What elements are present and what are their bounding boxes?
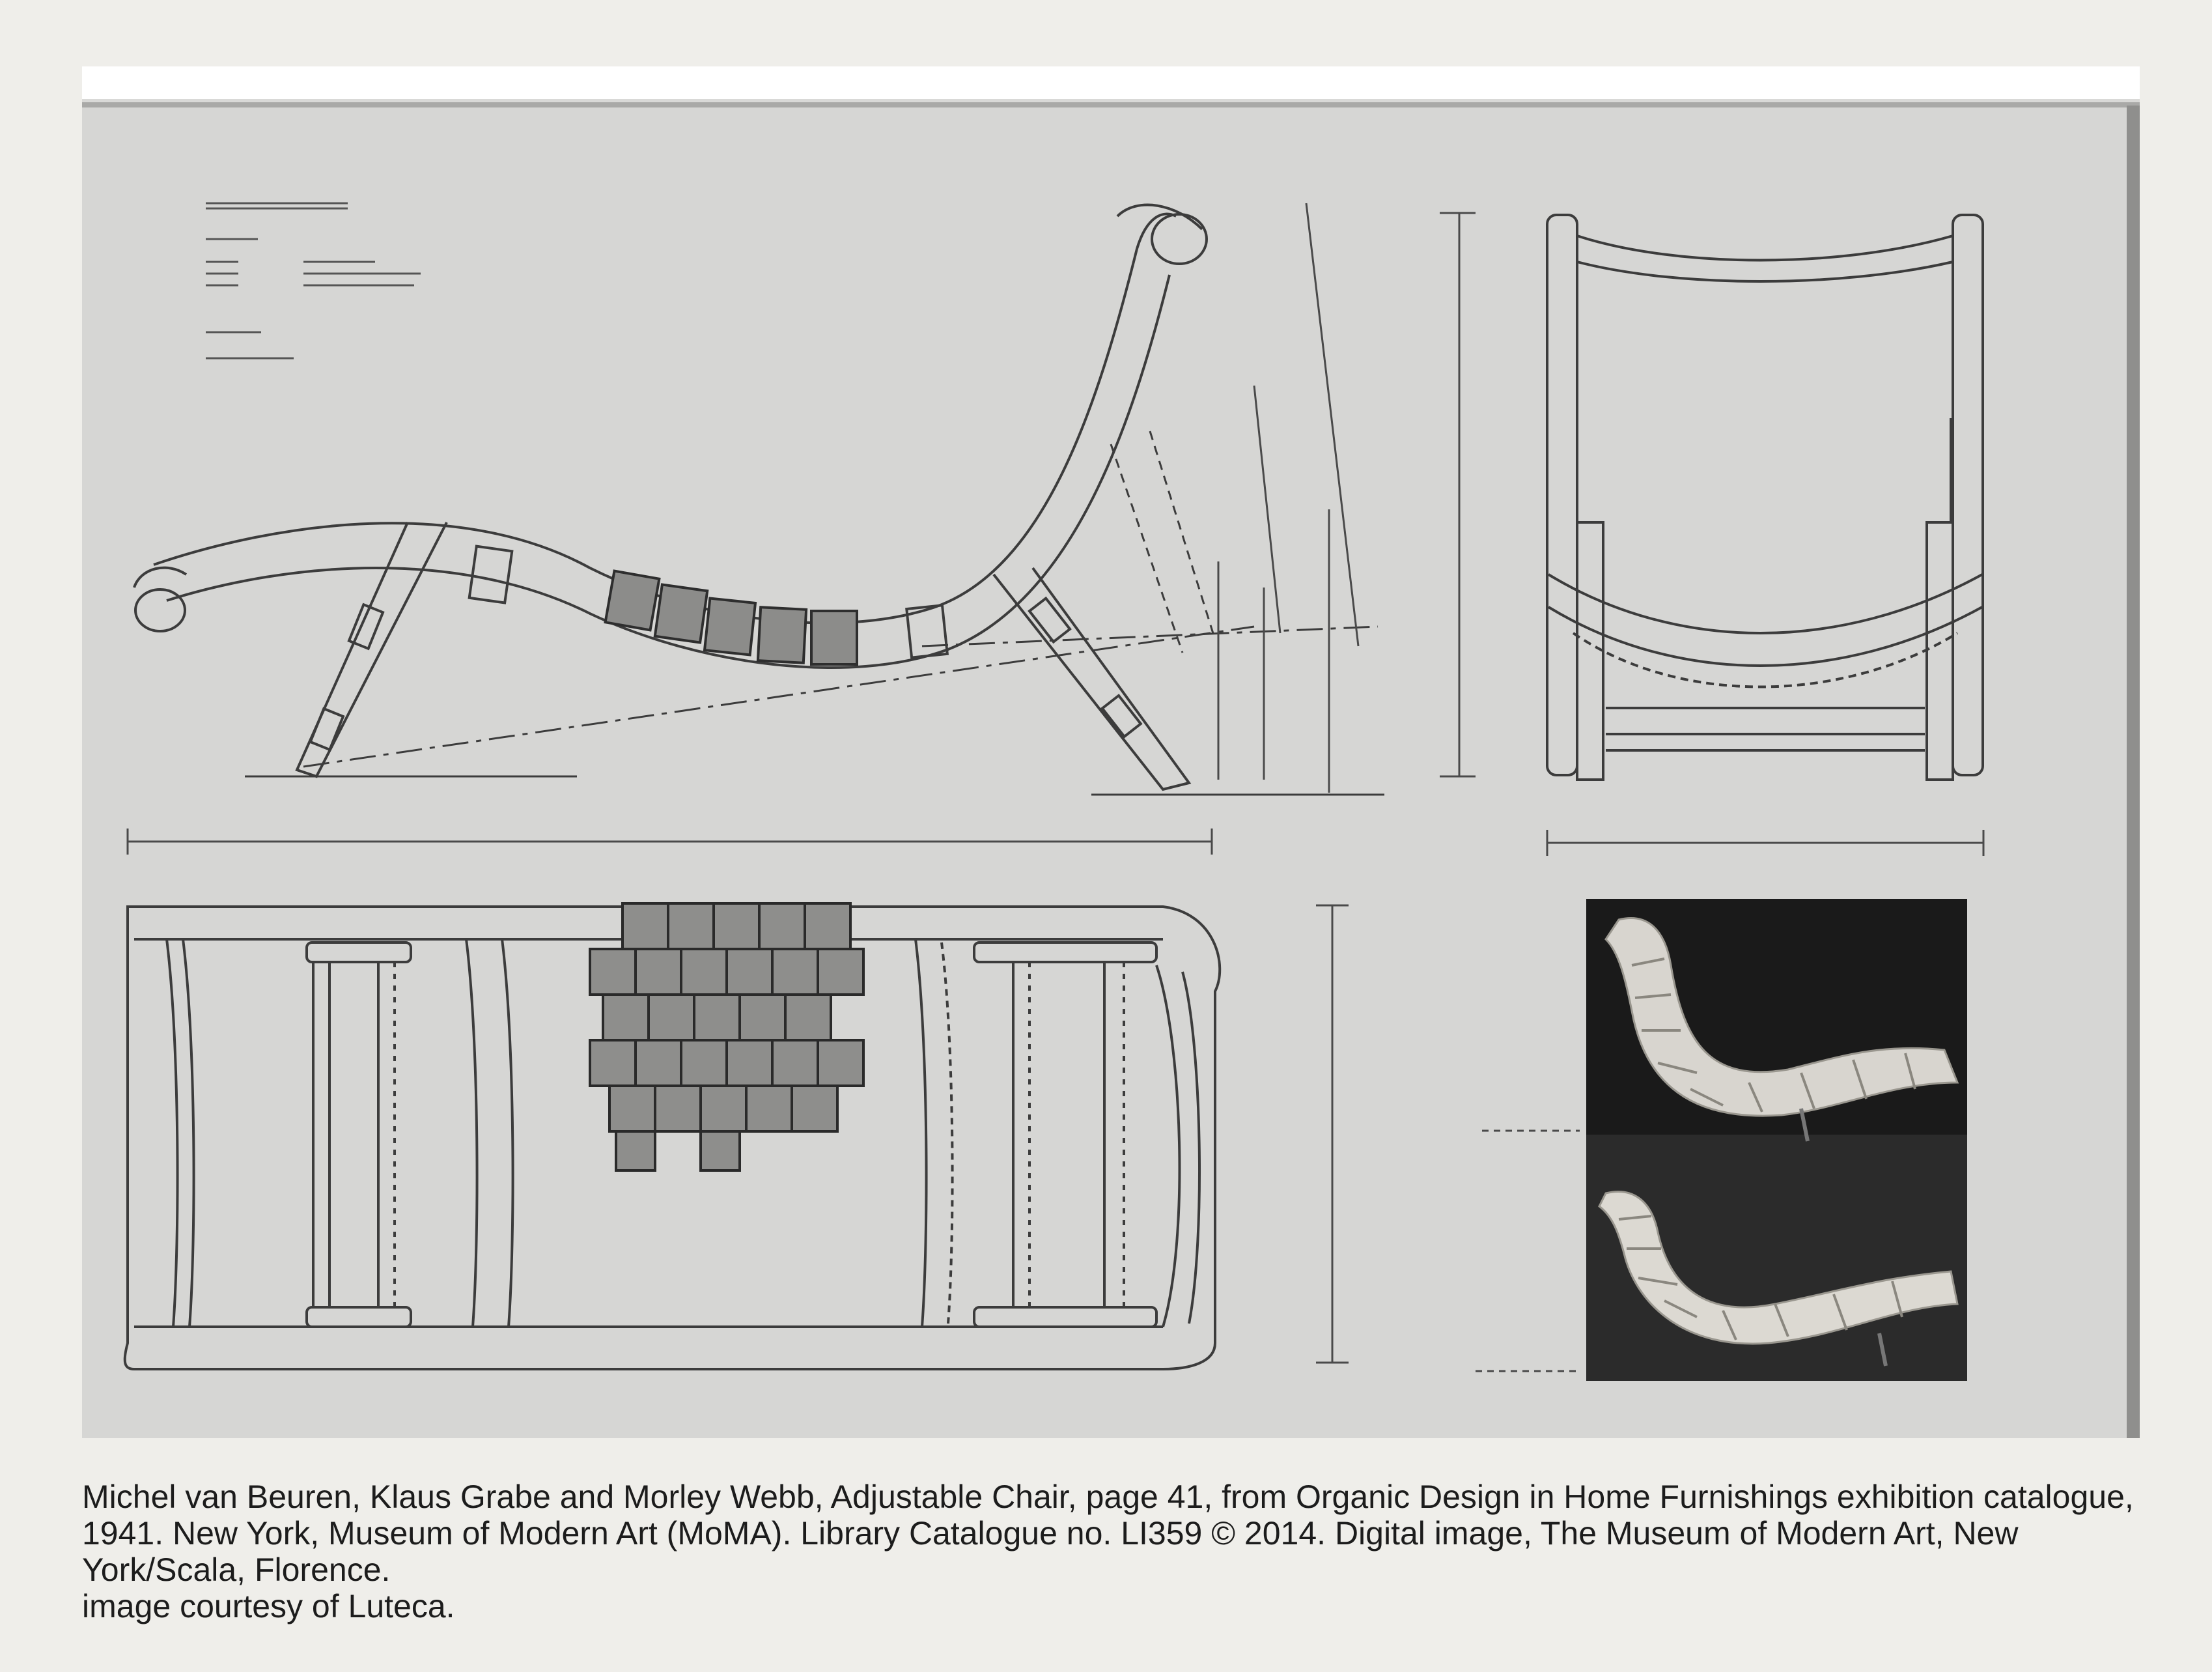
paper-right-edge: [2127, 106, 2140, 1438]
inset-photograph: [1586, 899, 1967, 1381]
caption-credit-text: image courtesy of Luteca.: [82, 1588, 455, 1624]
figure-caption: [82, 1479, 2140, 1624]
caption-main-text: Michel van Beuren, Klaus Grabe and Morley Webb, Adjustable Chair, page 41, from Organic Design in Home Furnishings exhibition catalogue, 1941. New York, Museum of Modern Art (MoMA). Library Catalogue no. LI359 © 2014. Digital image, The Museum of Modern Art, New York/Scala, Florence.: [82, 1479, 2134, 1588]
technical-drawing-figure: [82, 66, 2140, 1438]
chair-technical-drawing: [82, 66, 2140, 1438]
woven-webbing-plan: [590, 903, 863, 1170]
paper-top-edge: [82, 102, 2140, 107]
